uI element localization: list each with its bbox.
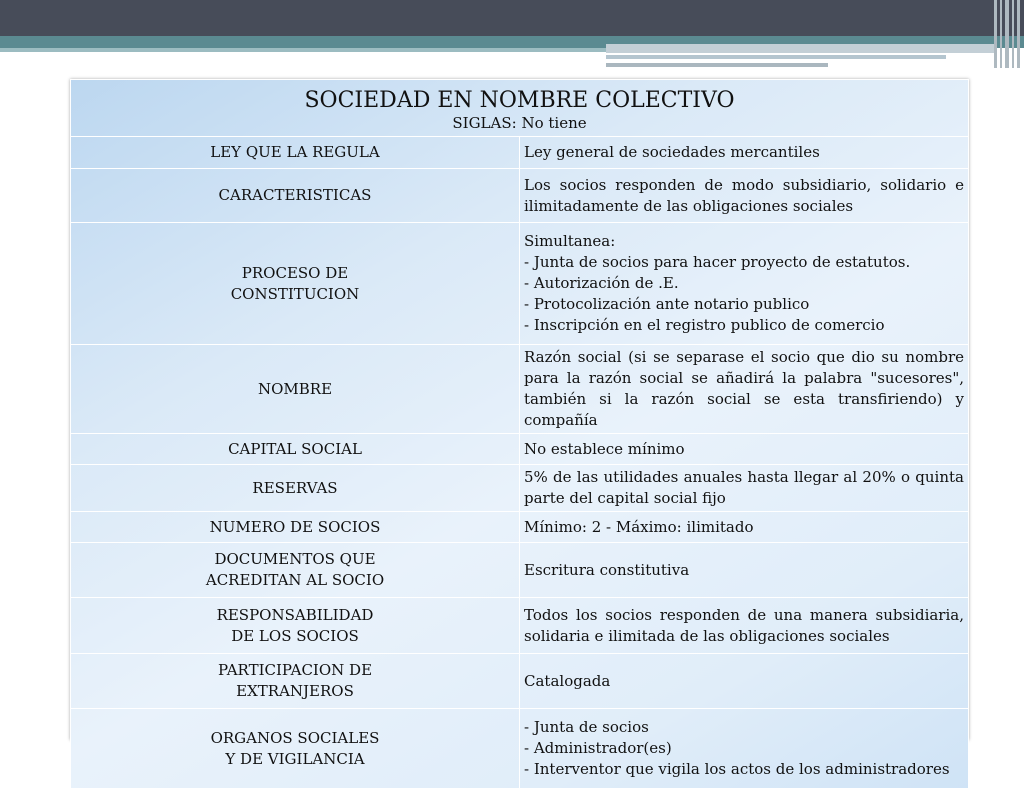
table-row: [71, 543, 969, 598]
row-value-line: Todos los socios responden de una manera subsidiaria, solidaria e ilimitada de las obligaciones sociales: [524, 605, 964, 645]
row-label-line: ACREDITAN AL SOCIO: [205, 571, 385, 589]
row-value-line: Simultanea:: [524, 232, 616, 250]
row-label-line: LEY QUE LA REGULA: [210, 143, 380, 161]
table-row: [71, 654, 969, 709]
row-label-reservas: [71, 465, 520, 512]
row-value-line: - Junta de socios para hacer proyecto de estatutos.: [524, 253, 911, 271]
row-value-reservas: [520, 465, 969, 512]
row-value-line: - Interventor que vigila los actos de los administradores: [524, 760, 950, 778]
row-label-line: CARACTERISTICAS: [218, 186, 372, 204]
row-label-ley-que-la-regula: [71, 137, 520, 169]
row-label-line: PROCESO DE: [241, 263, 349, 282]
table-row: [71, 709, 969, 789]
row-value-line: Catalogada: [524, 671, 611, 690]
row-value-line: Ley general de sociedades mercantiles: [524, 143, 820, 161]
table-row: [71, 434, 969, 465]
row-label-nombre: [71, 345, 520, 434]
row-value-proceso-de-constitucion: [520, 223, 969, 345]
row-label-line: PARTICIPACION DE: [217, 661, 373, 679]
header-band-dark: [0, 0, 1024, 36]
row-value-line: Los socios responden de modo subsidiario, solidario e ilimitadamente de las obligaciones sociales: [524, 175, 964, 215]
row-value-line: - Junta de socios: [524, 718, 649, 736]
row-value-ley-que-la-regula: [520, 137, 969, 169]
row-value-documentos-que-acreditan-al-socio: [520, 543, 969, 598]
header-band-gray: [606, 63, 828, 67]
row-label-line: DOCUMENTOS QUE: [214, 550, 376, 568]
table-row: [71, 465, 969, 512]
row-label-responsabilidad-de-los-socios: [71, 598, 520, 654]
decorative-stripes: [992, 0, 1024, 68]
table-row: [71, 169, 969, 223]
summary-table-container: [70, 79, 969, 778]
row-label-line: DE LOS SOCIOS: [231, 626, 359, 645]
row-value-organos-sociales-y-de-vigilancia: [520, 709, 969, 789]
table-row: [71, 345, 969, 434]
row-value-line: Mínimo: 2 - Máximo: ilimitado: [524, 517, 754, 536]
row-label-documentos-que-acreditan-al-socio: [71, 543, 520, 598]
table-row: [71, 137, 969, 169]
table-title: SOCIEDAD EN NOMBRE COLECTIVO: [304, 88, 735, 113]
table-subtitle: SIGLAS: No tiene: [452, 114, 587, 132]
row-value-numero-de-socios: [520, 512, 969, 543]
row-label-line: EXTRANJEROS: [236, 682, 354, 700]
row-label-line: CONSTITUCION: [230, 284, 360, 303]
row-value-capital-social: [520, 434, 969, 465]
row-label-line: RESERVAS: [252, 478, 338, 497]
row-label-line: ORGANOS SOCIALES: [210, 728, 380, 747]
row-label-proceso-de-constitucion: [71, 223, 520, 345]
row-value-line: - Inscripción en el registro publico de comercio: [524, 316, 885, 334]
row-label-organos-sociales-y-de-vigilancia: [71, 709, 520, 789]
row-label-line: NUMERO DE SOCIOS: [209, 517, 381, 536]
row-value-line: - Administrador(es): [524, 739, 672, 757]
row-value-line: Escritura constitutiva: [524, 560, 690, 579]
table-row: [71, 223, 969, 345]
row-label-participacion-de-extranjeros: [71, 654, 520, 709]
row-value-responsabilidad-de-los-socios: [520, 598, 969, 654]
row-value-caracteristicas: [520, 169, 969, 223]
table-row: [71, 512, 969, 543]
summary-table: [70, 79, 969, 789]
row-value-line: Razón social (si se separase el socio que dio su nombre para la razón social se añadirá la palabra "sucesores", también si la razón social se esta transfiriendo) y compañía: [524, 348, 964, 429]
row-value-line: No establece mínimo: [524, 439, 685, 458]
table-header: [71, 80, 969, 137]
row-label-caracteristicas: [71, 169, 520, 223]
table-header-row: [71, 80, 969, 137]
row-value-line: - Protocolización ante notario publico: [524, 295, 810, 313]
row-label-capital-social: [71, 434, 520, 465]
row-label-line: RESPONSABILIDAD: [216, 605, 374, 624]
row-value-line: - Autorización de .E.: [524, 274, 679, 292]
row-label-line: NOMBRE: [257, 379, 333, 398]
row-label-line: Y DE VIGILANCIA: [225, 749, 365, 768]
row-value-participacion-de-extranjeros: [520, 654, 969, 709]
table-body: [71, 137, 969, 789]
header-band-gray: [606, 55, 946, 59]
table-row: [71, 598, 969, 654]
row-label-numero-de-socios: [71, 512, 520, 543]
row-value-nombre: [520, 345, 969, 434]
row-value-line: 5% de las utilidades anuales hasta llegar al 20% o quinta parte del capital social fijo: [524, 468, 964, 507]
header-band-gray: [606, 44, 996, 53]
row-label-line: CAPITAL SOCIAL: [228, 439, 362, 458]
header-band-teal-light: [0, 48, 606, 52]
